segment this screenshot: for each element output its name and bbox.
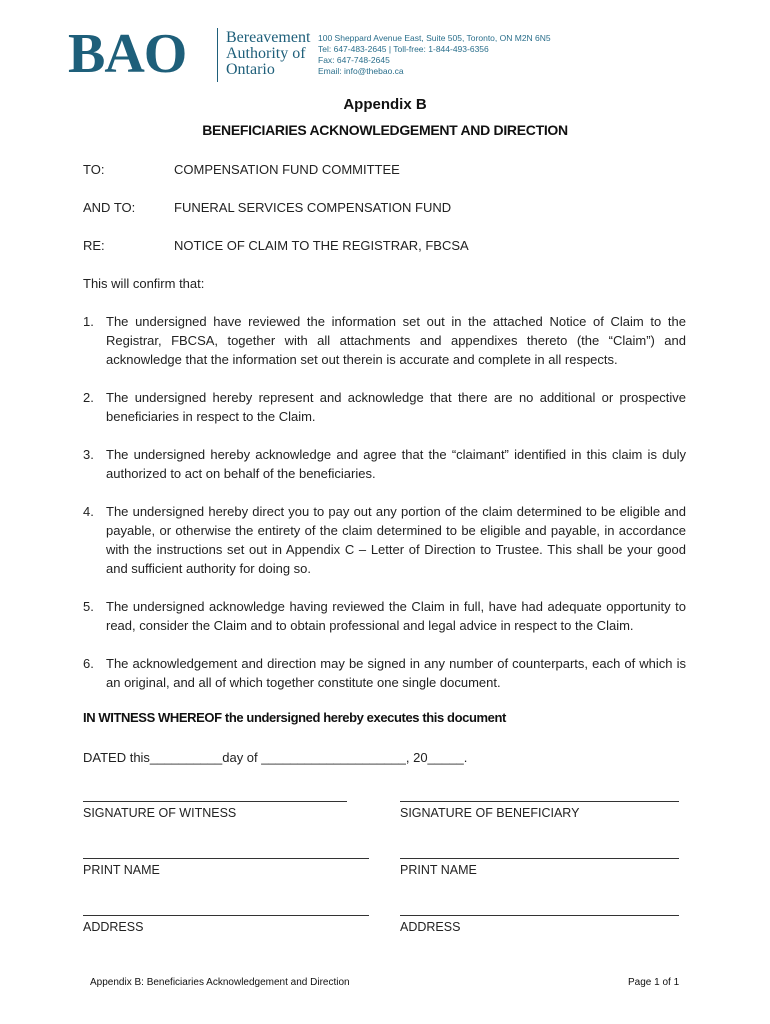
contact-fax: Fax: 647-748-2645 bbox=[318, 55, 390, 65]
organization-name bbox=[226, 30, 310, 78]
address-label: AND TO: bbox=[83, 200, 136, 215]
item-text: The undersigned hereby direct you to pay out any portion of the claim determined to be eligible and payable, or otherwise the entirety of the claim determined to be eligible and payable, in accordance with the instructions set out in Appendix C – Letter of Direction to Trustee. This shall be your good and sufficient authority for doing so. bbox=[106, 504, 686, 576]
list-item bbox=[83, 312, 686, 369]
beneficiary-print-name-line[interactable] bbox=[400, 858, 679, 859]
item-number: 3. bbox=[83, 447, 94, 462]
witness-print-name-label: PRINT NAME bbox=[83, 863, 160, 877]
witness-heading: IN WITNESS WHEREOF the undersigned hereby executes this document bbox=[83, 710, 506, 725]
org-name-line-2: Authority of bbox=[226, 45, 306, 62]
address-value: COMPENSATION FUND COMMITTEE bbox=[174, 162, 400, 177]
item-number: 5. bbox=[83, 599, 94, 614]
list-item bbox=[83, 597, 686, 635]
item-number: 4. bbox=[83, 504, 94, 519]
list-item bbox=[83, 502, 686, 578]
item-number: 6. bbox=[83, 656, 94, 671]
item-number: 2. bbox=[83, 390, 94, 405]
address-row-to bbox=[83, 162, 400, 177]
item-text: The undersigned hereby represent and acknowledge that there are no additional or prospective beneficiaries in respect to the Claim. bbox=[106, 390, 686, 424]
contact-email: Email: info@thebao.ca bbox=[318, 66, 404, 76]
footer-document-name: Appendix B: Beneficiaries Acknowledgement and Direction bbox=[90, 977, 350, 988]
witness-print-name-line[interactable] bbox=[83, 858, 369, 859]
beneficiary-address-label: ADDRESS bbox=[400, 920, 461, 934]
list-item bbox=[83, 445, 686, 483]
contact-phone: Tel: 647-483-2645 | Toll-free: 1-844-493-6356 bbox=[318, 44, 489, 54]
witness-signature-label: SIGNATURE OF WITNESS bbox=[83, 806, 237, 820]
item-text: The acknowledgement and direction may be signed in any number of counterparts, each of which is an original, and all of which together constitute one single document. bbox=[106, 656, 686, 690]
intro-text: This will confirm that: bbox=[83, 276, 205, 291]
item-text: The undersigned have reviewed the information set out in the attached Notice of Claim to the Registrar, FBCSA, together with all attachments and appendixes thereto (the “Claim”) and acknowledge that the information set out therein is accurate and complete in all respects. bbox=[106, 314, 686, 367]
witness-address-label: ADDRESS bbox=[83, 920, 144, 934]
org-name-line-1: Bereavement bbox=[226, 29, 311, 46]
beneficiary-signature-line[interactable] bbox=[400, 801, 679, 802]
contact-info bbox=[318, 33, 551, 77]
address-row-and-to bbox=[83, 200, 451, 215]
address-row-re bbox=[83, 238, 469, 253]
address-label: TO: bbox=[83, 162, 105, 177]
beneficiary-print-name-label: PRINT NAME bbox=[400, 863, 477, 877]
address-value: NOTICE OF CLAIM TO THE REGISTRAR, FBCSA bbox=[174, 238, 469, 253]
org-name-line-3: Ontario bbox=[226, 61, 275, 78]
witness-signature-line[interactable] bbox=[83, 801, 347, 802]
address-label: RE: bbox=[83, 238, 105, 253]
document-title: BENEFICIARIES ACKNOWLEDGEMENT AND DIRECTION bbox=[202, 122, 568, 138]
appendix-title: Appendix B bbox=[343, 96, 427, 113]
bao-logo: BAO bbox=[68, 23, 187, 85]
address-value: FUNERAL SERVICES COMPENSATION FUND bbox=[174, 200, 452, 215]
beneficiary-signature-label: SIGNATURE OF BENEFICIARY bbox=[400, 806, 580, 820]
logo-divider bbox=[217, 28, 218, 82]
list-item bbox=[83, 388, 686, 426]
witness-address-line[interactable] bbox=[83, 915, 369, 916]
acknowledgement-list bbox=[83, 312, 686, 711]
item-text: The undersigned acknowledge having reviewed the Claim in full, have had adequate opportunity to read, consider the Claim and to obtain professional and legal advice in respect to the Claim. bbox=[106, 599, 686, 633]
item-text: The undersigned hereby acknowledge and agree that the “claimant” identified in this claim is duly authorized to act on behalf of the beneficiaries. bbox=[106, 447, 686, 481]
item-number: 1. bbox=[83, 314, 94, 329]
dated-line[interactable]: DATED this__________day of ____________________, 20_____. bbox=[83, 750, 468, 765]
beneficiary-address-line[interactable] bbox=[400, 915, 679, 916]
footer-page-number: Page 1 of 1 bbox=[628, 977, 680, 988]
list-item bbox=[83, 654, 686, 692]
contact-address: 100 Sheppard Avenue East, Suite 505, Toronto, ON M2N 6N5 bbox=[318, 33, 551, 43]
